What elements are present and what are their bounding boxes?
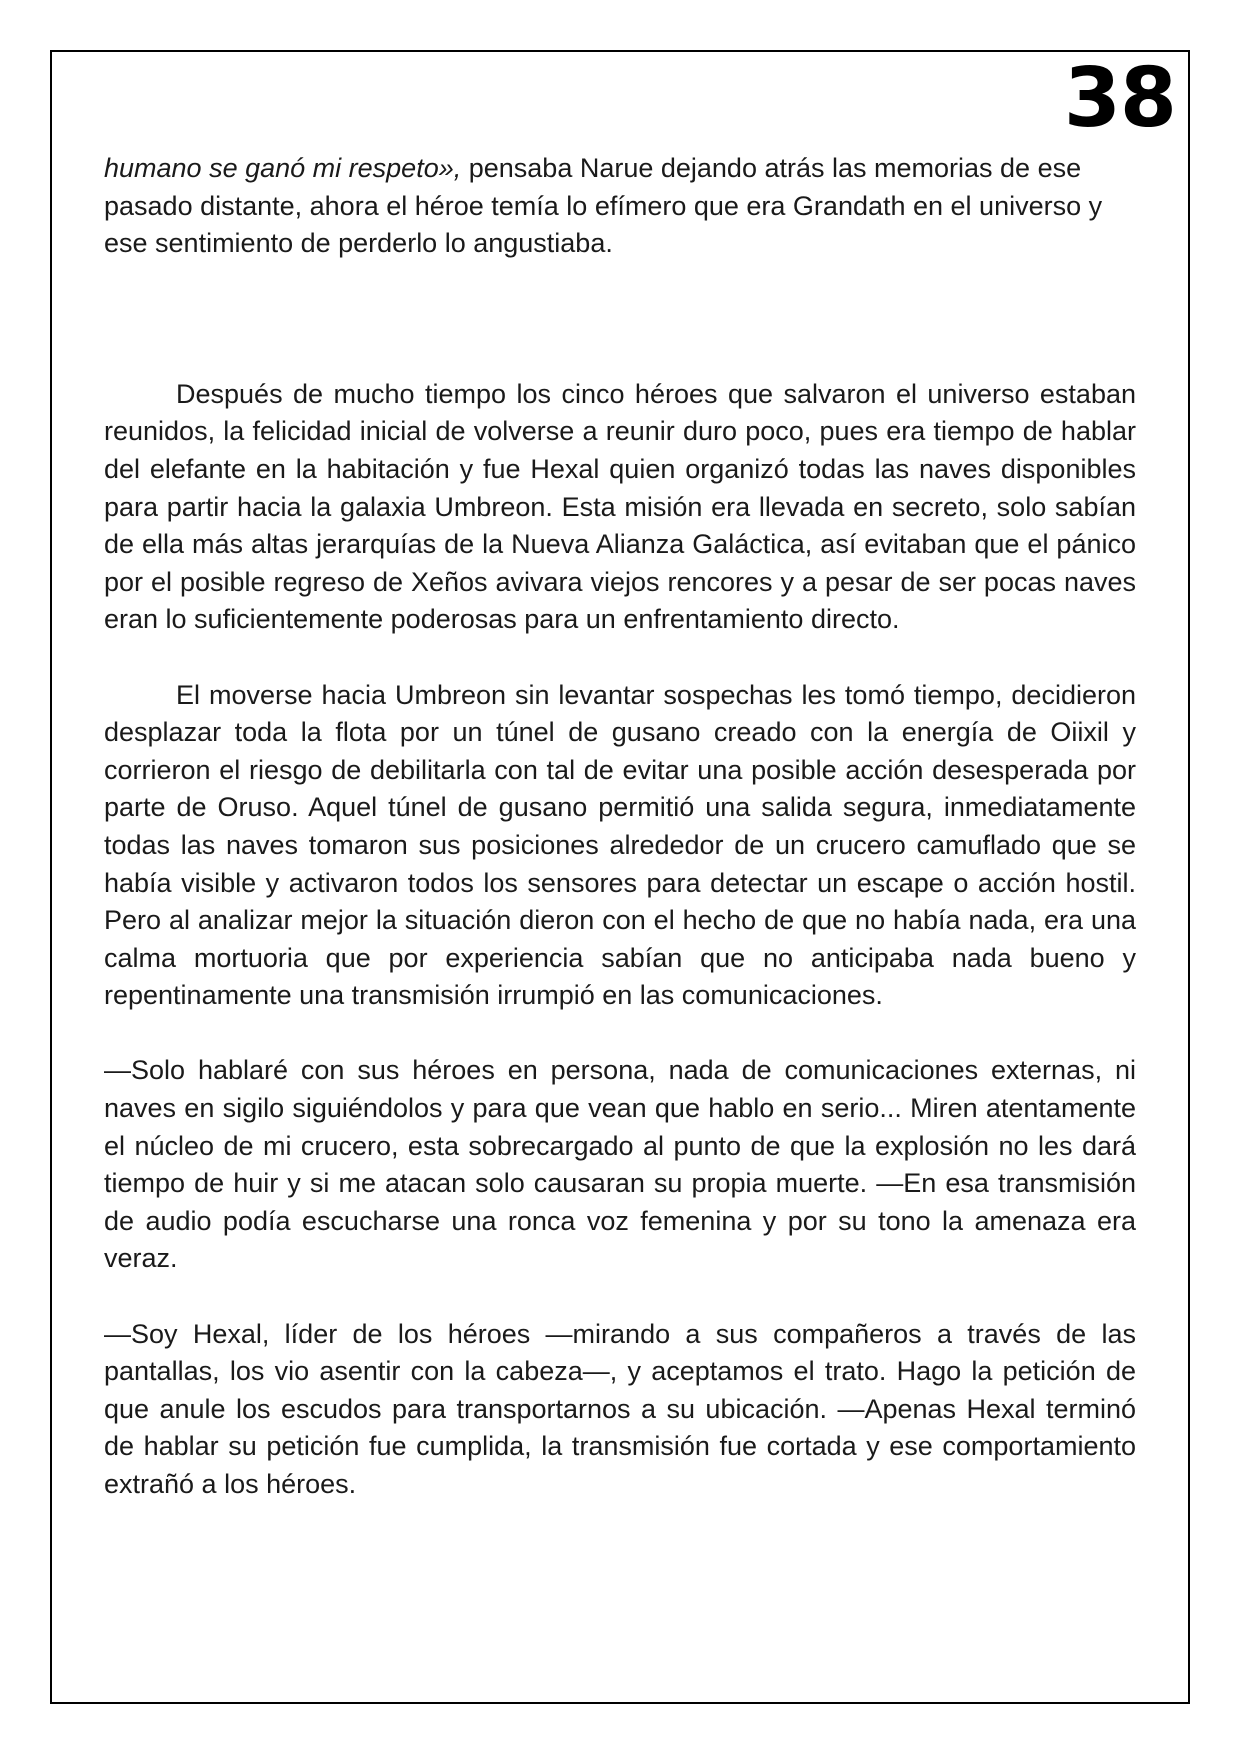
dialogue-paragraph: —Solo hablaré con sus héroes en persona, nada de comunicaciones externas, ni naves en sigilo siguiéndolos y para que vean que hablo en serio... Miren atentamente el núcleo de mi crucero, esta sobrecargado al punto de que la explosión no les dará tiempo de huir y si me atacan solo causaran su propia muerte. —En esa transmisión de audio podía escucharse una ronca voz femenina y por su tono la amenaza era veraz. bbox=[104, 1055, 1136, 1274]
paragraph-spacer bbox=[104, 1015, 1136, 1053]
opening-paragraph bbox=[104, 150, 1136, 263]
paragraph: El moverse hacia Umbreon sin levantar sospechas les tomó tiempo, decidieron desplazar toda la flota por un túnel de gusano creado con la energía de Oiixil y corrieron el riesgo de debilitarla con tal de evitar una posible acción desesperada por parte de Oruso. Aquel túnel de gusano permitió una salida segura, inmediatamente todas las naves tomaron sus posiciones alrededor de un crucero camuflado que se había visible y activaron todos los sensores para detectar un escape o acción hostil. Pero al analizar mejor la situación dieron con el hecho de que no había nada, era una calma mortuoria que por experiencia sabían que no anticipaba nada bueno y repentinamente una transmisión irrumpió en las comunicaciones. bbox=[104, 679, 1136, 1011]
page-number: 38 bbox=[1063, 51, 1176, 146]
paragraph: Después de mucho tiempo los cinco héroes que salvaron el universo estaban reunidos, la felicidad inicial de volverse a reunir duro poco, pues era tiempo de hablar del elefante en la habitación y fue Hexal quien organizó todas las naves disponibles para partir hacia la galaxia Umbreon. Esta misión era llevada en secreto, solo sabían de ella más altas jerarquías de la Nueva Alianza Galáctica, así evitaban que el pánico por el posible regreso de Xeños avivara viejos rencores y a pesar de ser pocas naves eran lo suficientemente poderosas para un enfrentamiento directo. bbox=[104, 378, 1136, 635]
opening-italic-quote: humano se ganó mi respeto», bbox=[104, 153, 462, 183]
paragraph-spacer bbox=[104, 1278, 1136, 1316]
paragraph-spacer bbox=[104, 639, 1136, 677]
section-break bbox=[104, 263, 1136, 376]
opening-text: pensaba Narue dejando atrás las memorias de ese pasado distante, ahora el héroe temía lo efímero que era Grandath en el universo y ese sentimiento de perderlo lo angustiaba. bbox=[104, 153, 1103, 259]
dialogue-paragraph: —Soy Hexal, líder de los héroes —mirando a sus compañeros a través de las pantallas, los vio asentir con la cabeza—, y aceptamos el trato. Hago la petición de que anule los escudos para transportarnos a su ubicación. —Apenas Hexal terminó de hablar su petición fue cumplida, la transmisión fue cortada y ese comportamiento extrañó a los héroes. bbox=[104, 1318, 1136, 1499]
document-body bbox=[104, 150, 1136, 1504]
